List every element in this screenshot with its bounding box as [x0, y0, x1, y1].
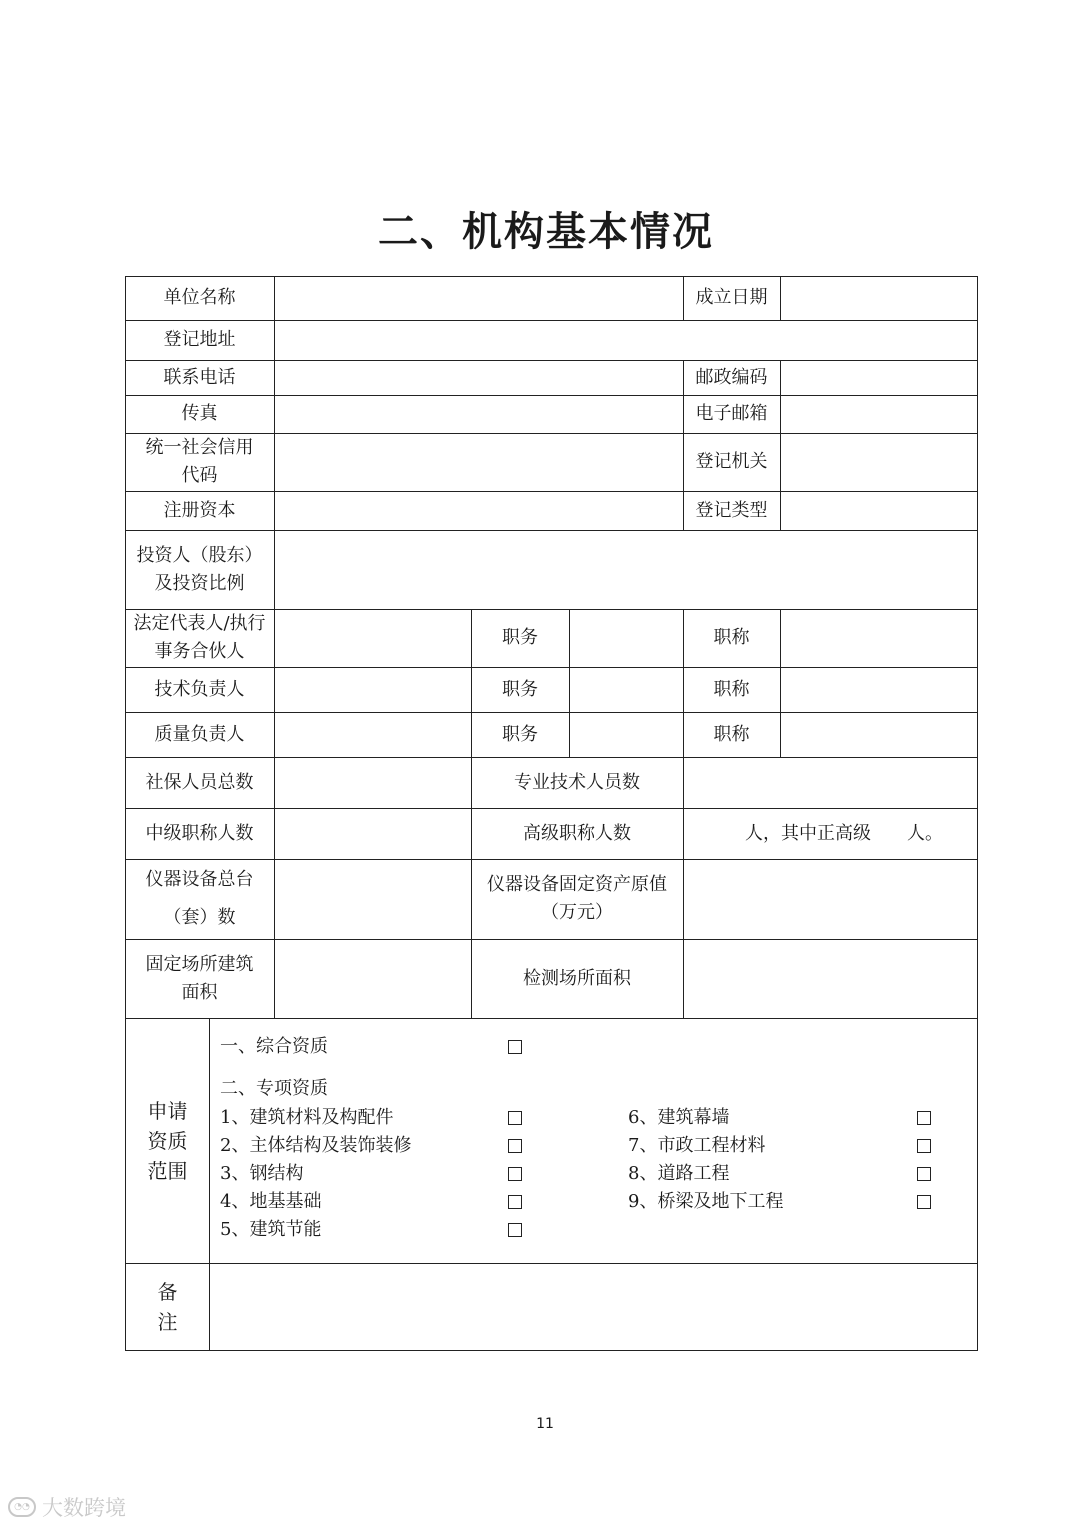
instrument-count-label: 仪器设备总台（套）数	[145, 869, 254, 928]
page-title: 二、机构基本情况	[378, 209, 714, 255]
reg-authority-input[interactable]	[781, 434, 977, 491]
phone-input[interactable]	[275, 361, 683, 395]
instrument-value-label: 仪器设备固定资产原值（万元）	[487, 874, 667, 923]
scope-item-4: 4、地基基础	[220, 1191, 322, 1212]
reg-type-label: 登记类型	[695, 499, 768, 521]
scope-item-8-checkbox[interactable]	[917, 1167, 931, 1181]
reg-address-input[interactable]	[275, 321, 977, 360]
instrument-value-input[interactable]	[684, 860, 977, 939]
quality-head-title-input[interactable]	[781, 713, 977, 757]
email-input[interactable]	[781, 396, 977, 433]
comprehensive-checkbox[interactable]	[508, 1040, 522, 1054]
watermark	[8, 1492, 126, 1522]
lab-area-label: 检测场所面积	[523, 967, 631, 989]
quality-head-label: 质量负责人	[154, 723, 245, 745]
credit-code-label: 统一社会信用代码	[145, 437, 254, 486]
tech-head-label: 技术负责人	[154, 678, 245, 700]
fax-label: 传真	[181, 403, 218, 424]
unit-name-input[interactable]	[275, 277, 683, 320]
watermark-text: 大数跨境	[42, 1496, 126, 1520]
scope-item-7: 7、市政工程材料	[628, 1135, 766, 1156]
building-area-input[interactable]	[275, 940, 471, 1018]
founded-date-input[interactable]	[781, 277, 977, 320]
scope-item-2: 2、主体结构及装饰装修	[220, 1135, 412, 1156]
quality-head-position-label: 职务	[502, 723, 538, 745]
reg-type-input[interactable]	[781, 492, 977, 530]
scope-item-6: 6、建筑幕墙	[628, 1107, 730, 1128]
postcode-label: 邮政编码	[695, 366, 768, 388]
comprehensive-label: 一、综合资质	[220, 1036, 328, 1057]
senior-title-label: 高级职称人数	[523, 822, 631, 844]
scope-item-3: 3、钢结构	[220, 1163, 304, 1184]
professional-staff-input[interactable]	[684, 758, 977, 808]
legal-rep-position-input[interactable]	[570, 610, 683, 667]
reg-authority-label: 登记机关	[695, 451, 768, 472]
instrument-count-input[interactable]	[275, 860, 471, 939]
senior-title-input[interactable]: 人，其中正高级 人。	[745, 822, 943, 844]
legal-rep-input[interactable]	[275, 610, 471, 667]
mid-title-label: 中级职称人数	[145, 822, 254, 844]
page-number: 11	[536, 1416, 554, 1432]
tech-head-title-input[interactable]	[781, 668, 977, 712]
quality-head-input[interactable]	[275, 713, 471, 757]
quality-head-position-input[interactable]	[570, 713, 683, 757]
legal-rep-title-input[interactable]	[781, 610, 977, 667]
scope-label: 申请资质范围	[147, 1098, 188, 1183]
social-security-input[interactable]	[275, 758, 471, 808]
lab-area-input[interactable]	[684, 940, 977, 1018]
legal-rep-label: 法定代表人/执行事务合伙人	[133, 613, 266, 662]
scope-item-5-checkbox[interactable]	[508, 1223, 522, 1237]
tech-head-title-label: 职称	[713, 678, 750, 700]
remarks-label: 备注	[157, 1279, 178, 1334]
unit-name-label: 单位名称	[163, 287, 236, 308]
scope-item-9-checkbox[interactable]	[917, 1195, 931, 1209]
mid-title-input[interactable]	[275, 809, 471, 859]
scope-item-8: 8、道路工程	[628, 1163, 730, 1184]
email-label: 电子邮箱	[695, 403, 768, 424]
tech-head-position-input[interactable]	[570, 668, 683, 712]
scope-item-1-checkbox[interactable]	[508, 1111, 522, 1125]
scope-item-9: 9、桥梁及地下工程	[628, 1191, 784, 1212]
reg-capital-label: 注册资本	[163, 499, 236, 521]
building-area-label: 固定场所建筑面积	[145, 953, 254, 1003]
postcode-input[interactable]	[781, 361, 977, 395]
scope-item-3-checkbox[interactable]	[508, 1167, 522, 1181]
scope-item-6-checkbox[interactable]	[917, 1111, 931, 1125]
logo-icon: ◔◔	[8, 1497, 36, 1517]
founded-date-label: 成立日期	[695, 287, 768, 308]
tech-head-input[interactable]	[275, 668, 471, 712]
scope-item-5: 5、建筑节能	[220, 1219, 322, 1240]
social-security-label: 社保人员总数	[145, 771, 254, 793]
professional-staff-label: 专业技术人员数	[514, 771, 640, 793]
phone-label: 联系电话	[163, 366, 236, 388]
remarks-input[interactable]	[210, 1264, 977, 1350]
fax-input[interactable]	[275, 396, 683, 433]
legal-rep-title-label: 职称	[713, 627, 750, 648]
special-header: 二、专项资质	[220, 1078, 328, 1099]
credit-code-input[interactable]	[275, 434, 683, 491]
investors-input[interactable]	[275, 531, 977, 609]
scope-item-7-checkbox[interactable]	[917, 1139, 931, 1153]
scope-item-2-checkbox[interactable]	[508, 1139, 522, 1153]
reg-capital-input[interactable]	[275, 492, 683, 530]
scope-item-4-checkbox[interactable]	[508, 1195, 522, 1209]
scope-item-1: 1、建筑材料及构配件	[220, 1107, 394, 1128]
tech-head-position-label: 职务	[502, 678, 538, 700]
quality-head-title-label: 职称	[713, 723, 750, 745]
legal-rep-position-label: 职务	[502, 627, 538, 648]
investors-label: 投资人（股东）及投资比例	[136, 544, 263, 594]
reg-address-label: 登记地址	[163, 329, 236, 350]
